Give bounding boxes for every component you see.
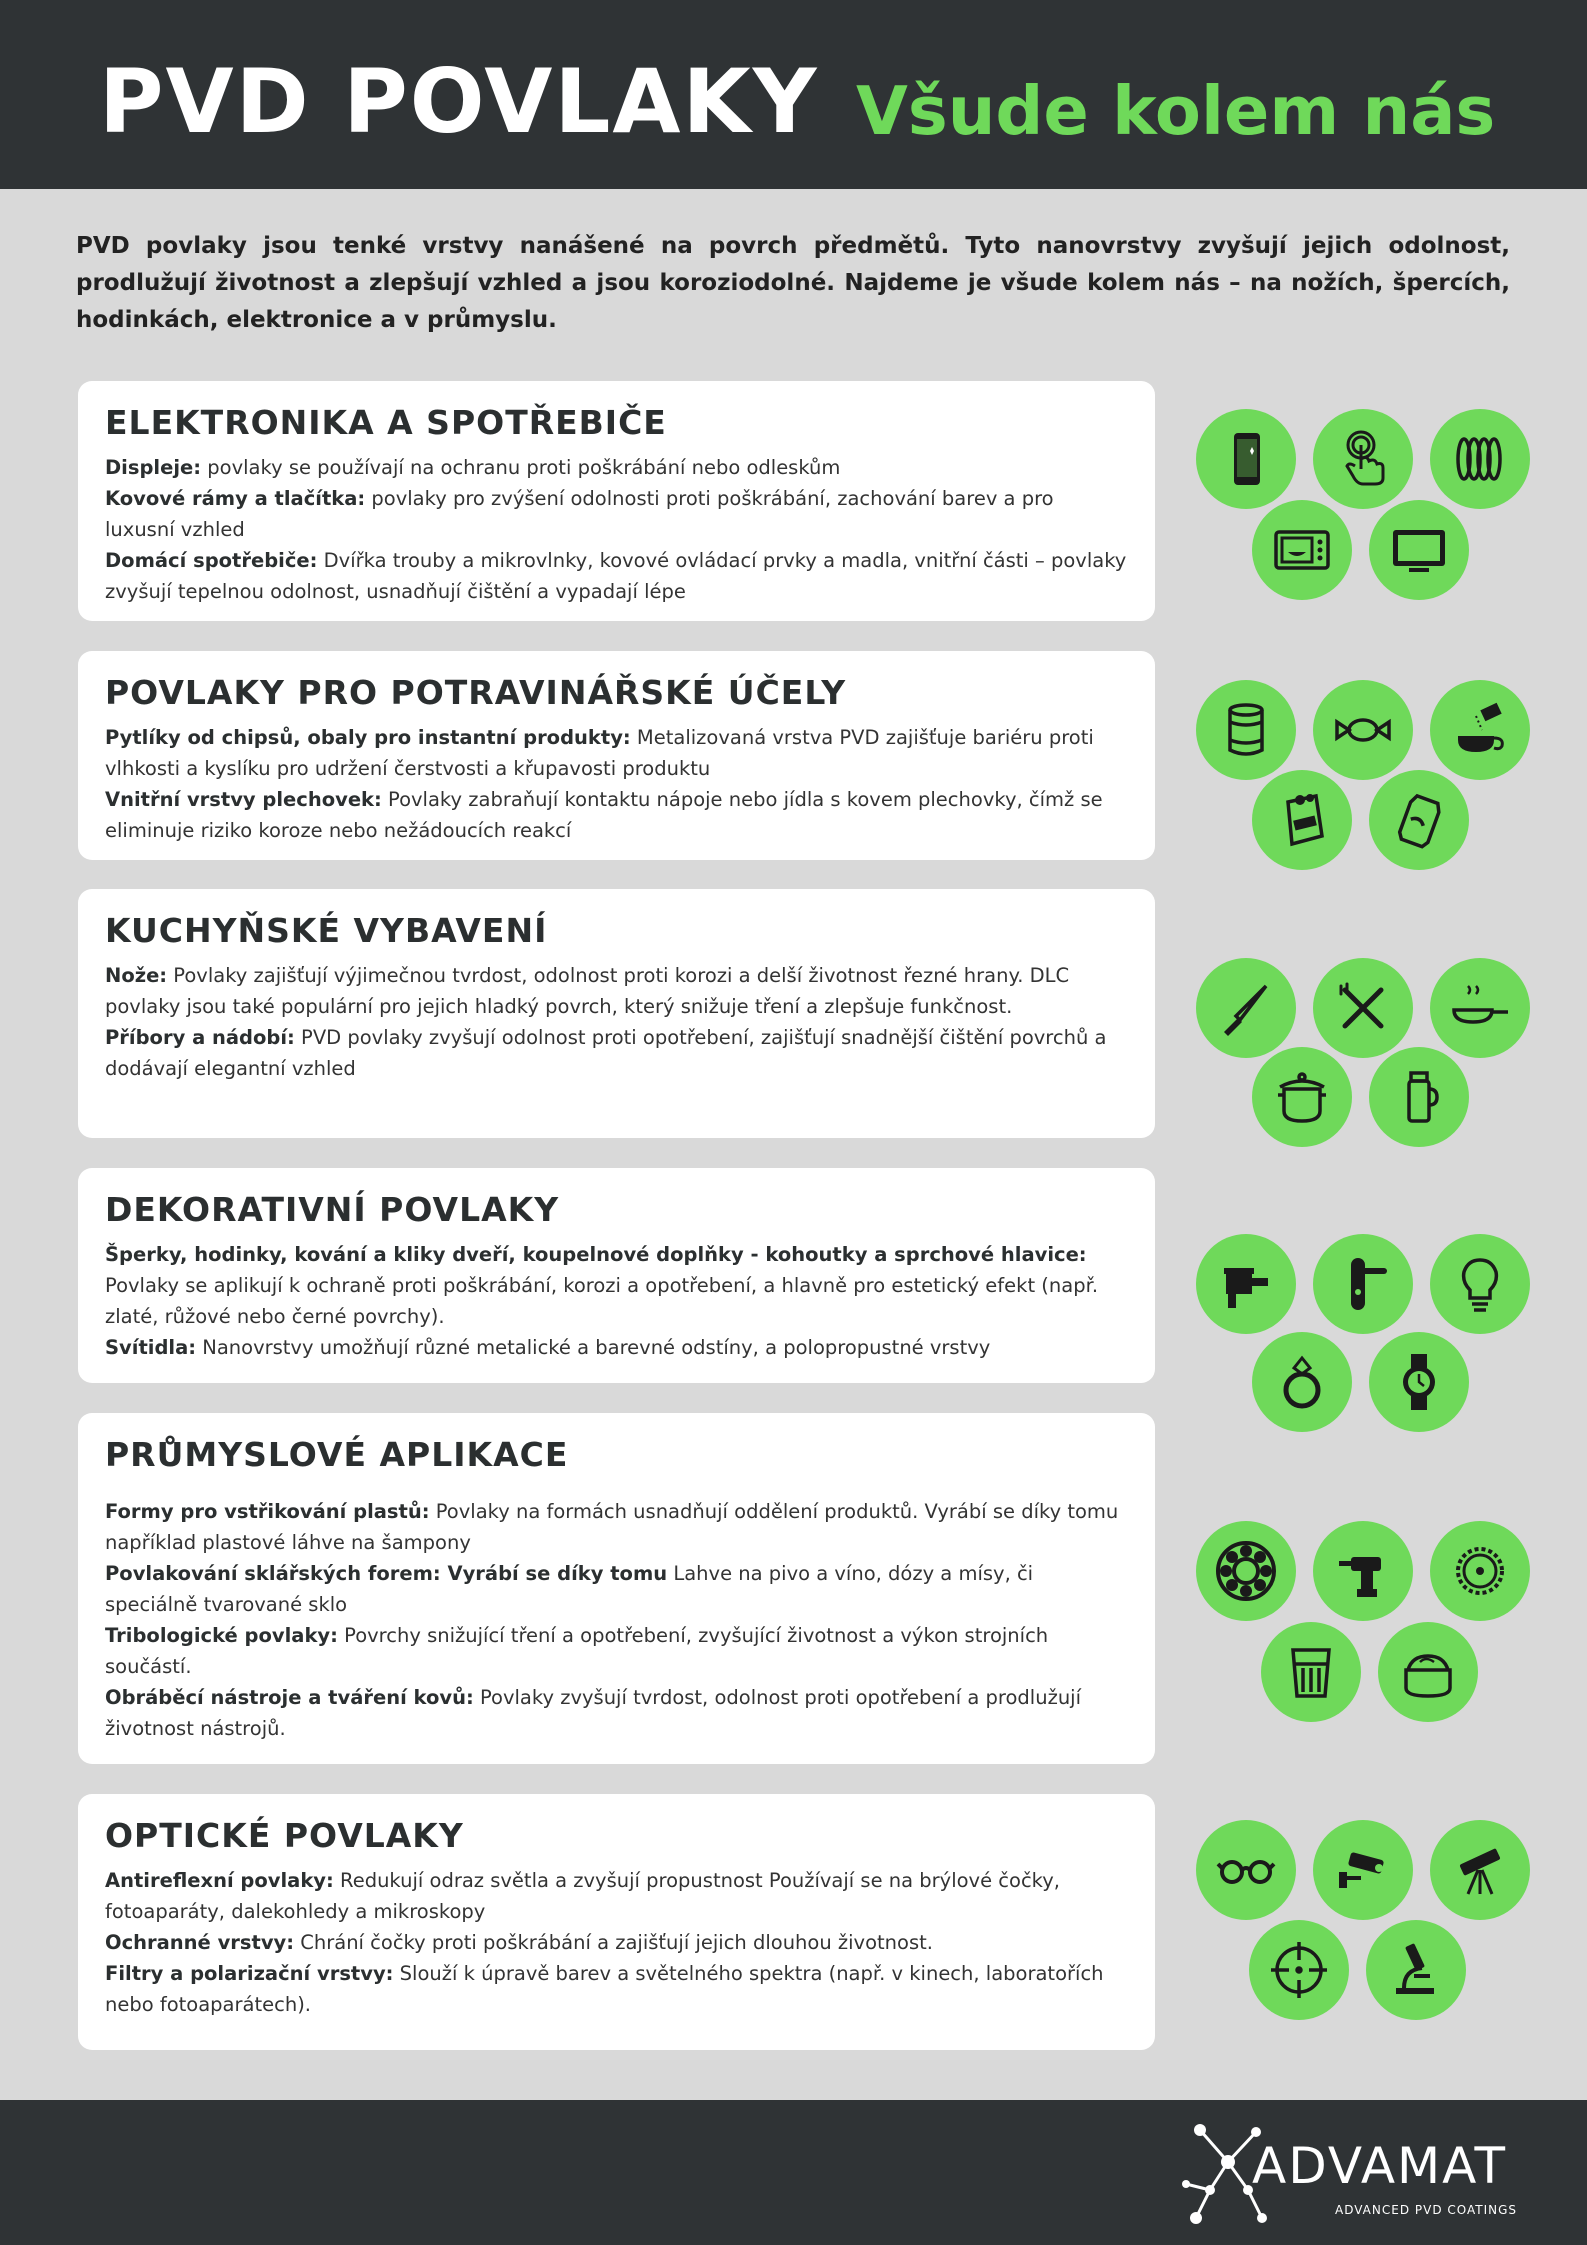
wristwatch-icon	[1369, 1332, 1469, 1432]
door-handle-icon	[1313, 1234, 1413, 1334]
section-title: ELEKTRONIKA A SPOTŘEBIČE	[105, 403, 667, 442]
section-line: Nože: Povlaky zajišťují výjimečnou tvrdost, odolnost proti korozi a delší životnost řezné hrany. DLC povlaky jsou také populární pro jejich hladký povrch, který snižuje tření a zlepšuje funkčnost.	[105, 964, 1070, 1018]
cream-jar-icon	[1378, 1622, 1478, 1722]
fork-knife-icon	[1313, 958, 1413, 1058]
section-line: Svítidla: Nanovrstvy umožňují různé metalické a barevné odstíny, a polopropustné vrstvy	[105, 1336, 991, 1359]
section-line: Kovové rámy a tlačítka: povlaky pro zvýšení odolnosti proti poškrábání, zachování barev a pro luxusní vzhled	[105, 487, 1054, 541]
section-title: PRŮMYSLOVÉ APLIKACE	[105, 1435, 569, 1474]
section-line: Antireflexní povlaky: Redukují odraz světla a zvyšují propustnost Používají se na brýlové čočky, fotoaparáty, dalekohledy a mikroskopy	[105, 1869, 1061, 1923]
glass-cup-icon	[1261, 1622, 1361, 1722]
frying-pan-icon	[1430, 958, 1530, 1058]
section-line: Vnitřní vrstvy plechovek: Povlaky zabraňují kontaktu nápoje nebo jídla s kovem plechovky, čímž se eliminuje riziko koroze nebo nežádoucích reakcí	[105, 788, 1103, 842]
brand-name: ADVAMAT	[1252, 2137, 1508, 2195]
light-bulb-icon	[1430, 1234, 1530, 1334]
knife-icon	[1196, 958, 1296, 1058]
section-line: Domácí spotřebiče: Dvířka trouby a mikrovlnky, kovové ovládací prvky a madla, vnitřní části – povlaky zvyšují tepelnou odolnost, usnadňují čištění a vypadají lépe	[105, 549, 1127, 603]
intro-paragraph: PVD povlaky jsou tenké vrstvy nanášené na povrch předmětů. Tyto nanovrstvy zvyšují jejich odolnost, prodlužují životnost a zlepšují vzhled a jsou koroziodolné. Najdeme je všude kolem nás – na nožích, špercích, hodinkách, elektronice a v průmyslu.	[76, 233, 1510, 333]
section-card-industrial	[78, 1413, 1155, 1764]
saw-blade-icon	[1430, 1521, 1530, 1621]
touch-hand-icon	[1313, 409, 1413, 509]
microscope-icon	[1366, 1920, 1466, 2020]
section-line: Povlakování sklářských forem: Vyrábí se díky tomu Lahve na pivo a víno, dózy a mísy, či speciálně tvarované sklo	[105, 1562, 1034, 1616]
header-bar	[0, 0, 1587, 189]
brand-tagline: ADVANCED PVD COATINGS	[1335, 2203, 1518, 2217]
section-title: OPTICKÉ POVLAKY	[105, 1816, 464, 1855]
smartphone-icon	[1196, 409, 1296, 509]
crosshair-icon	[1249, 1920, 1349, 2020]
section-card-kitchen	[78, 889, 1155, 1138]
section-line: Filtry a polarizační vrstvy: Slouží k úpravě barev a světelného spektra (např. v kinech, laboratořích nebo fotoaparátech).	[105, 1962, 1104, 2016]
section-line: Tribologické povlaky: Povrchy snižující tření a opotřebení, zvyšující životnost a výkon strojních součástí.	[105, 1624, 1049, 1678]
telescope-icon	[1430, 1820, 1530, 1920]
page-subtitle: Všude kolem nás	[856, 72, 1496, 150]
candy-icon	[1313, 680, 1413, 780]
section-title: DEKORATIVNÍ POVLAKY	[105, 1190, 560, 1229]
thermos-icon	[1369, 1047, 1469, 1147]
section-card-electronics	[78, 381, 1155, 621]
section-title: KUCHYŇSKÉ VYBAVENÍ	[105, 911, 548, 950]
section-card-food	[78, 651, 1155, 860]
section-line: Displeje: povlaky se používají na ochranu proti poškrábání nebo odleskům	[105, 456, 841, 479]
section-line: Formy pro vstřikování plastů: Povlaky na formách usnadňují oddělení produktů. Vyrábí se díky tomu například plastové láhve na šampony	[105, 1500, 1119, 1554]
chips-bag-icon	[1252, 770, 1352, 870]
monitor-icon	[1369, 500, 1469, 600]
ball-bearing-icon	[1196, 1521, 1296, 1621]
tin-can-icon	[1196, 680, 1296, 780]
page-title: PVD POVLAKY	[99, 50, 819, 153]
eyeglasses-icon	[1196, 1820, 1296, 1920]
section-line: Šperky, hodinky, kování a kliky dveří, koupelnové doplňky - kohoutky a sprchové hlavice: Povlaky se aplikují k ochraně proti poškrábání, korozi a opotřebení, a hlavně pro estetický efekt (např. zlaté, růžové nebo černé povrchy).	[105, 1243, 1099, 1328]
microwave-icon	[1252, 500, 1352, 600]
power-drill-icon	[1313, 1521, 1413, 1621]
soda-can-icon	[1369, 770, 1469, 870]
section-card-decorative	[78, 1168, 1155, 1383]
section-card-optical	[78, 1794, 1155, 2050]
section-line: Obráběcí nástroje a tváření kovů: Povlaky zvyšují tvrdost, odolnost proti opotřebení a prodlužují životnost nástrojů.	[105, 1686, 1082, 1740]
faucet-icon	[1196, 1234, 1296, 1334]
section-line: Ochranné vrstvy: Chrání čočky proti poškrábání a zajišťují jejich dlouhou životnost.	[105, 1931, 933, 1954]
cooking-pot-icon	[1252, 1047, 1352, 1147]
security-camera-icon	[1313, 1820, 1413, 1920]
section-title: POVLAKY PRO POTRAVINÁŘSKÉ ÚČELY	[105, 673, 847, 712]
section-line: Příbory a nádobí: PVD povlaky zvyšují odolnost proti opotřebení, zajišťují snadnější čištění povrchů a dodávají elegantní vzhled	[105, 1026, 1107, 1080]
instant-coffee-icon	[1430, 680, 1530, 780]
diamond-ring-icon	[1252, 1332, 1352, 1432]
section-line: Pytlíky od chipsů, obaly pro instantní produkty: Metalizovaná vrstva PVD zajišťuje bariéru proti vlhkosti a kyslíku pro udržení čerstvosti a křupavosti produktu	[105, 726, 1094, 780]
spring-coil-icon	[1430, 409, 1530, 509]
